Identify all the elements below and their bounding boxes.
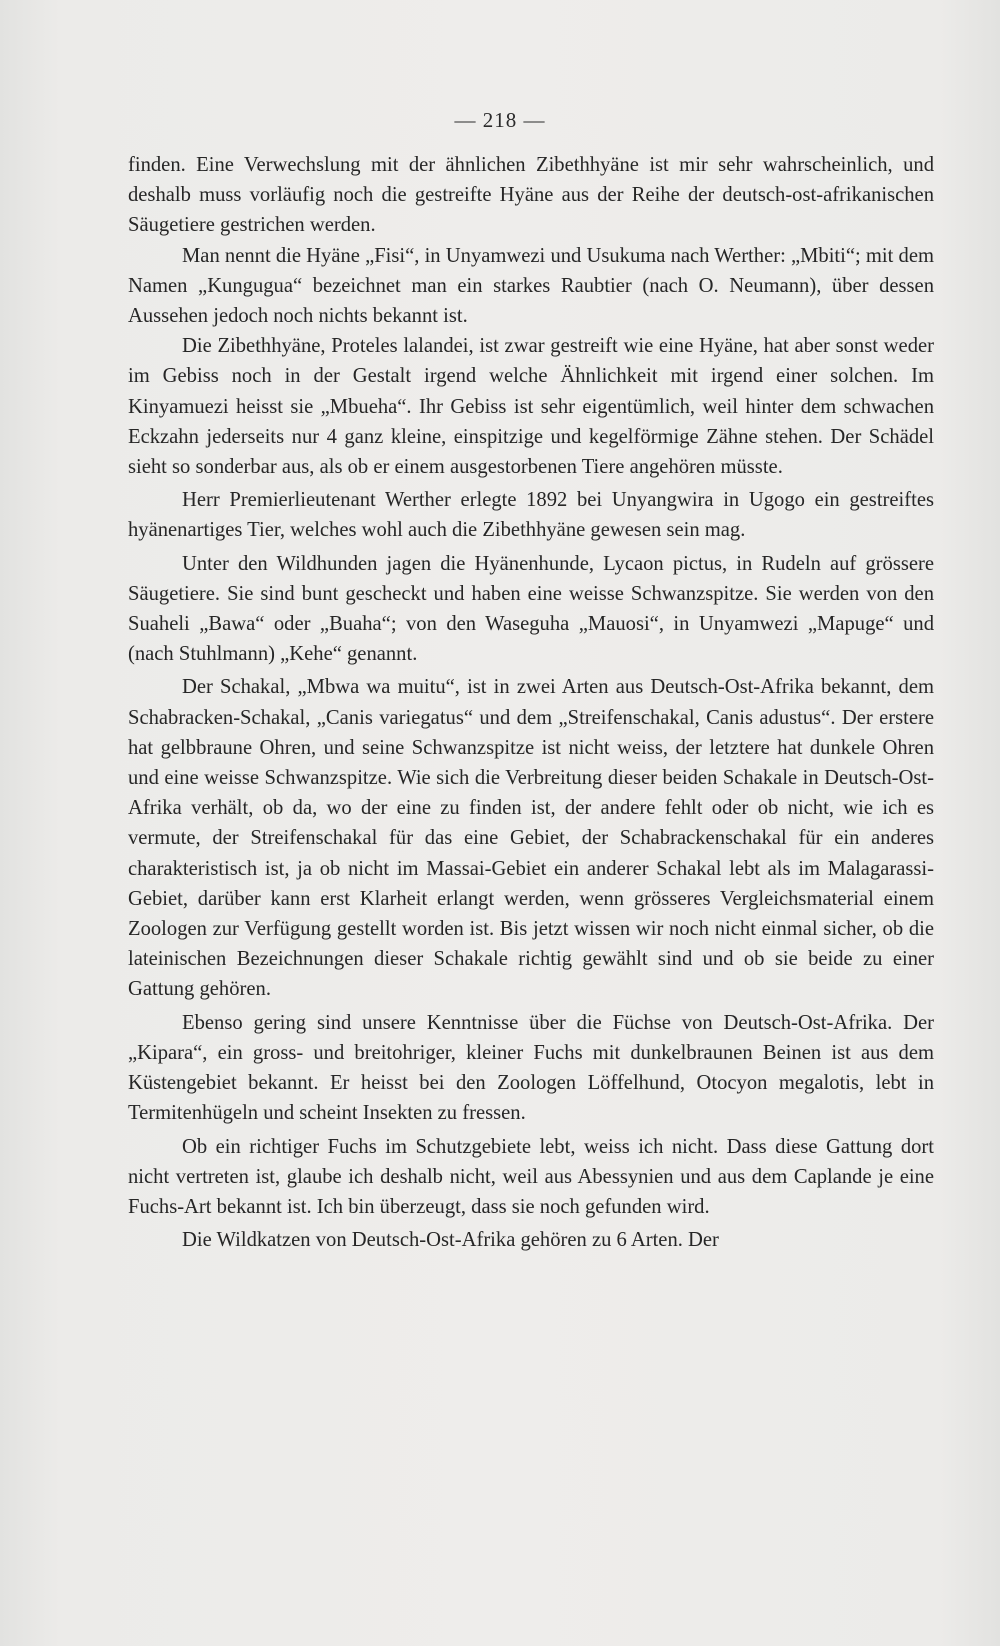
page-number: — 218 —: [454, 108, 546, 132]
paragraph-3: Die Zibethhyäne, Proteles lalandei, ist zwar gestreift wie eine Hyäne, hat aber sonst weder im Gebiss noch in der Gestalt irgend welche Ähnlichkeit mit irgend einer solchen. Im Kinyamuezi heisst sie „Mbueha“. Ihr Gebiss ist sehr eigentümlich, weil hinter dem schwachen Eckzahn jederseits nur 4 ganz kleine, einspitzige und kegelförmige Zähne stehen. Der Schädel sieht so sonderbar aus, als ob er einem ausgestorbenen Tiere angehören müsste.: [128, 335, 934, 479]
paragraph-8: Ob ein richtiger Fuchs im Schutzgebiete lebt, weiss ich nicht. Dass diese Gattung dort nicht vertreten ist, glaube ich deshalb nicht, weil aus Abessynien und aus dem Caplande je eine Fuchs-Art bekannt ist. Ich bin überzeugt, dass sie noch gefunden wird.: [128, 1135, 934, 1218]
paragraph-4: Herr Premierlieutenant Werther erlegte 1892 bei Unyangwira in Ugogo ein gestreiftes hyänenartiges Tier, welches wohl auch die Zibethhyäne gewesen sein mag.: [128, 489, 934, 542]
paragraph-9: Die Wildkatzen von Deutsch-Ost-Afrika gehören zu 6 Arten. Der: [182, 1229, 719, 1252]
body-text: [128, 150, 934, 1255]
paragraph-5: Unter den Wildhunden jagen die Hyänenhunde, Lycaon pictus, in Rudeln auf grössere Säugetiere. Sie sind bunt gescheckt und haben eine weisse Schwanzspitze. Sie werden von den Suaheli „Bawa“ oder „Buaha“; von den Waseguha „Mauosi“, in Unyamwezi „Mapuge“ und (nach Stuhlmann) „Kehe“ genannt.: [128, 552, 934, 666]
paragraph-1: finden. Eine Verwechslung mit der ähnlichen Zibethhyäne ist mir sehr wahrscheinlich, und deshalb muss vorläufig noch die gestreifte Hyäne aus der Reihe der deutsch-ost-afrikanischen Säugetiere gestrichen werden.: [128, 154, 934, 237]
paragraph-7: Ebenso gering sind unsere Kenntnisse über die Füchse von Deutsch-Ost-Afrika. Der „Kipara“, ein gross- und breitohriger, kleiner Fuchs mit dunkelbraunen Beinen ist aus dem Küstengebiet bekannt. Er heisst bei den Zoologen Löffelhund, Otocyon megalotis, lebt in Termitenhügeln und scheint Insekten zu fressen.: [128, 1011, 934, 1125]
paragraph-6: Der Schakal, „Mbwa wa muitu“, ist in zwei Arten aus Deutsch-Ost-Afrika bekannt, dem Schabracken-Schakal, „Canis variegatus“ und dem „Streifenschakal, Canis adustus“. Der erstere hat gelbbraune Ohren, und seine Schwanzspitze ist nicht weiss, der letztere hat dunkele Ohren und eine weisse Schwanzspitze. Wie sich die Verbreitung dieser beiden Schakale in Deutsch-Ost-Afrika verhält, ob da, wo der eine zu finden ist, der andere fehlt oder ob nicht, wie ich es vermute, der Streifenschakal für das eine Gebiet, der Schabrackenschakal für ein anderes charakteristisch ist, ja ob nicht im Massai-Gebiet ein anderer Schakal lebt als im Malagarassi-Gebiet, darüber kann erst Klarheit erlangt werden, wenn grösseres Vergleichsmaterial einem Zoologen zur Verfügung gestellt worden ist. Bis jetzt wissen wir noch nicht einmal sicher, ob die lateinischen Bezeichnungen dieser Schakale richtig gewählt sind und ob sie beide zu einer Gattung gehören.: [128, 676, 934, 1001]
paragraph-2: Man nennt die Hyäne „Fisi“, in Unyamwezi und Usukuma nach Werther: „Mbiti“; mit dem Namen „Kungugua“ bezeichnet man ein starkes Raubtier (nach O. Neumann), über dessen Aussehen jedoch noch nichts bekannt ist.: [128, 244, 934, 328]
